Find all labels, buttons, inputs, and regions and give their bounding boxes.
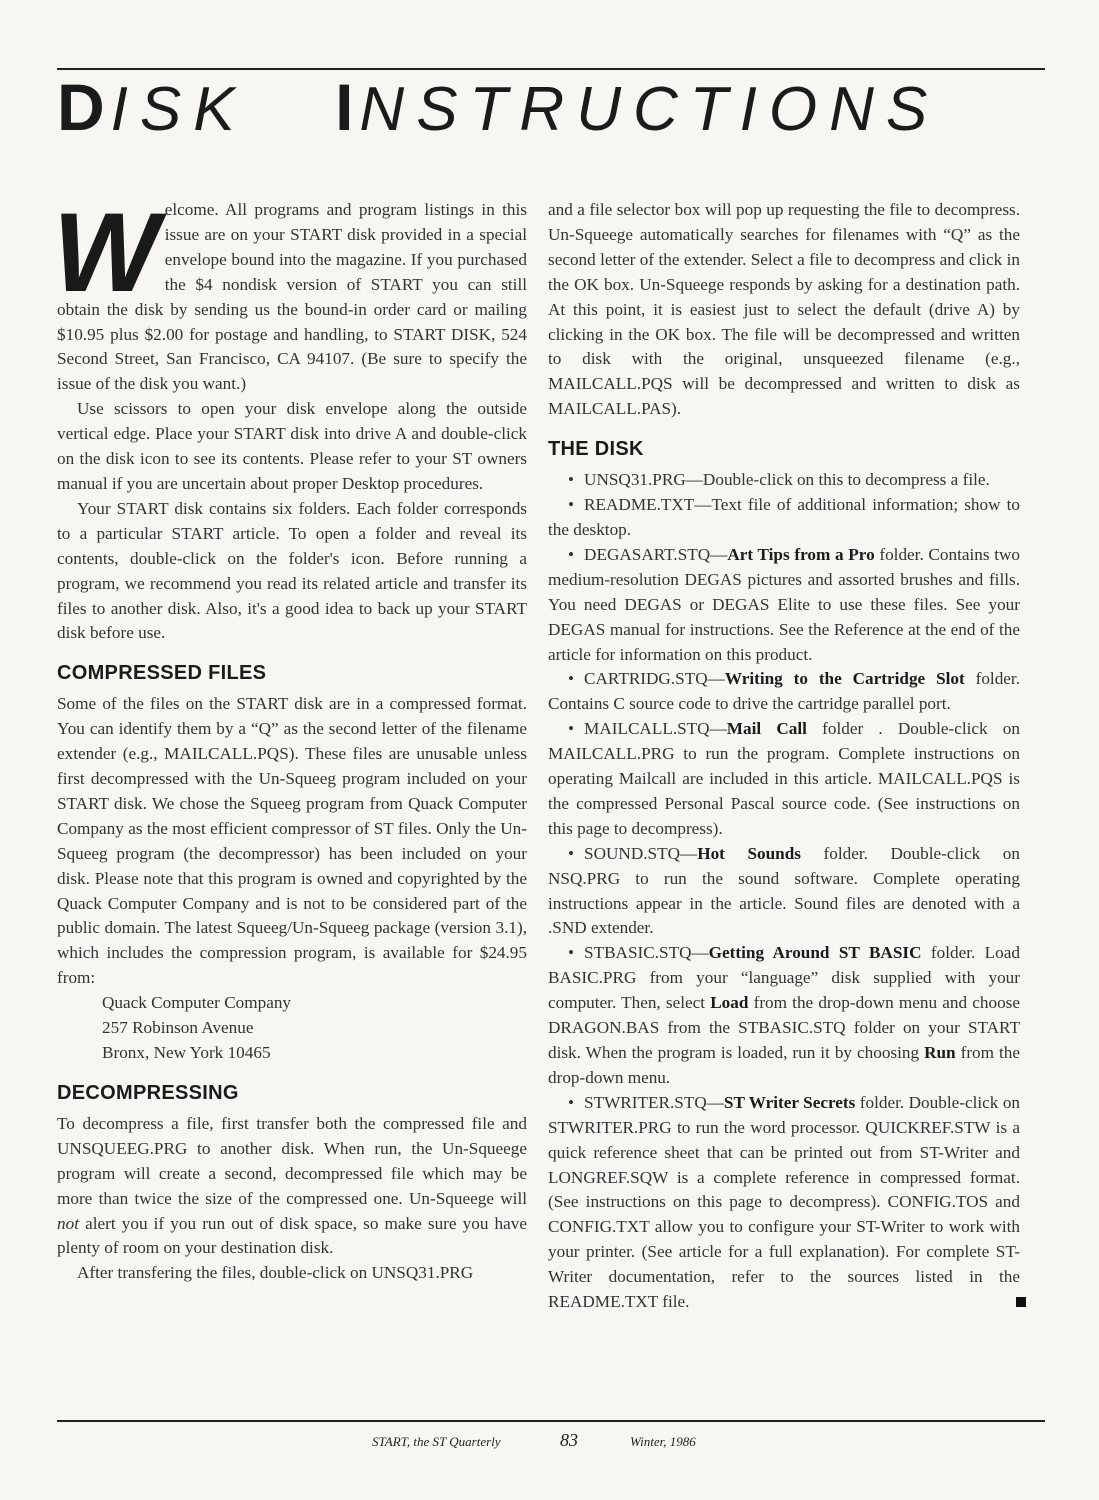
title-initial-i: I	[335, 70, 360, 144]
menu-command-run: Run	[924, 1043, 956, 1062]
page-footer	[0, 1430, 1099, 1454]
list-item-article: Art Tips from a Pro	[727, 544, 875, 564]
list-item-text: folder. Contains two medium-resolution DEGAS pictures and assorted brushes and fills. You need DEGAS or DEGAS Elite to use these files. See your DEGAS manual for instructions. See the Reference at the end of the article for information on this product.	[548, 544, 1020, 664]
bullet-icon: •	[568, 943, 575, 963]
footer-issue: Winter, 1986	[630, 1434, 696, 1449]
decompress-paragraph-2: After transfering the files, double-click on UNSQ31.PRG	[77, 1263, 474, 1283]
address-line-3: Bronx, New York 10465	[102, 1043, 271, 1062]
intro-paragraph	[53, 190, 527, 397]
title-word-isk: ISK	[110, 75, 247, 144]
list-item-file: CARTRIDG.STQ—	[584, 669, 725, 689]
list-item-file: STWRITER.STQ—	[584, 1092, 724, 1112]
list-item-file: SOUND.STQ—	[584, 843, 698, 863]
list-item-text: folder. Double-click on NSQ.PRG to run the sound software. Complete operating instructions appear in the article. Sound files are denoted with a .SND extender.	[548, 843, 1020, 938]
list-item-file: STBASIC.STQ—	[584, 943, 709, 963]
right-column	[548, 198, 1020, 1315]
list-item-article: Mail Call	[726, 719, 807, 739]
list-item	[548, 543, 1020, 668]
bullet-icon: •	[568, 470, 575, 490]
list-item-file: DEGASART.STQ—	[584, 544, 728, 564]
bullet-icon: •	[568, 843, 575, 863]
footer-page-number: 83	[560, 1430, 578, 1450]
envelope-paragraph: Use scissors to open your disk envelope along the outside vertical edge. Place your START disk into drive A and double-click on the disk icon to see its contents. Please refer to your ST owners manual if you are uncertain about proper Desktop procedures.	[57, 399, 527, 493]
list-item	[548, 468, 1020, 493]
heading-compressed-files: COMPRESSED FILES	[57, 662, 267, 685]
bullet-icon: •	[568, 669, 575, 689]
bullet-icon: •	[568, 495, 575, 515]
intro-text: elcome. All programs and program listings in this issue are on your START disk provided in a special envelope bound into the magazine. If you purchased the $4 nondisk version of START you can still obtain the disk by sending us the bound-in order card or mailing $10.95 plus $2.00 for postage and handling, to START DISK, 524 Second Street, San Francisco, CA 94107. (Be sure to specify the issue of the disk you want.)	[57, 200, 527, 394]
heading-the-disk: THE DISK	[548, 438, 644, 461]
end-of-article-icon	[1016, 1297, 1026, 1307]
heading-decompressing: DECOMPRESSING	[57, 1081, 239, 1104]
list-item-text: from the drop-down menu.	[548, 1043, 1020, 1087]
bullet-icon: •	[568, 719, 575, 739]
footer-publication: START, the ST Quarterly	[372, 1434, 501, 1449]
list-item	[548, 842, 1020, 942]
list-item-text: from the drop-down menu and choose DRAGON.BAS from the STBASIC.STQ folder on your START disk. When the program is loaded, run it by choosing	[548, 993, 1021, 1062]
list-item-article: Getting Around ST BASIC	[708, 943, 922, 963]
decompress-paragraph-1	[57, 1112, 527, 1261]
list-item-text: folder. Load BASIC.PRG from your “language” disk supplied with your computer. Then, select	[548, 943, 1020, 1013]
decomp-emphasis-not: not	[57, 1213, 79, 1233]
address-line-1: Quack Computer Company	[102, 993, 292, 1013]
title-word-nstructions: NSTRUCTIONS	[359, 75, 940, 144]
list-item-article: Writing to the Cartridge Slot	[724, 669, 965, 689]
bullet-icon: •	[568, 544, 575, 564]
compressed-paragraph: Some of the files on the START disk are in a compressed format. You can identify them by a “Q” as the second letter of the filename extender (e.g., MAILCALL.PQS). These files are unusable unless first decompressed with the Un-Squeeg program included on your START disk. We chose the Squeeg program from Quack Computer Company as the most efficient compressor of ST files. Only the Un-Squeeg program (the decompressor) has been included on your disk. Please note that this program is owned and copyrighted by the Quack Computer Company and is not to be considered part of the public domain. The latest Squeeg/Un-Squeeg package (version 3.1), which includes the compression program, is available for $24.95 from:	[57, 694, 527, 988]
list-item-text: folder . Double-click on MAILCALL.PRG to run the program. Complete instructions on operating Mailcall are included in this article. MAILCALL.PQS is the compressed Personal Pascal source code. (See instructions on this page to decompress).	[548, 719, 1020, 838]
list-item-article: Hot Sounds	[697, 843, 801, 863]
decomp-text-a: To decompress a file, first transfer both the compressed file and UNSQUEEG.PRG to another disk. When run, the Un-Squeege program will create a second, decompressed file which may be more than twice the size of the compressed one. Un-Squeege will	[57, 1113, 527, 1208]
left-column	[53, 190, 527, 1286]
list-item-text: folder. Double-click on STWRITER.PRG to run the word processor. QUICKREF.STW is a quick reference sheet that can be printed out from ST-Writer and LONGREF.SQW is a complete reference in compressed format. (See instructions on this page to decompress). CONFIG.TOS and CONFIG.TXT allow you to configure your ST-Writer to work with your printer. (See article for a full explanation). For complete ST-Writer documentation, refer to the sources listed in the README.TXT file.	[548, 1092, 1021, 1312]
vendor-address	[102, 991, 527, 1066]
list-item-text: folder. Contains C source code to drive the cartridge parallel port.	[548, 669, 1020, 714]
list-item	[548, 717, 1020, 842]
menu-command-load: Load	[710, 993, 749, 1013]
bullet-icon: •	[568, 1092, 575, 1112]
list-item	[548, 667, 1020, 717]
folders-paragraph: Your START disk contains six folders. Each folder corresponds to a particular START article. To open a folder and reveal its contents, double-click on the folder's icon. Before running a program, we recommend you read its related article and transfer its files to another disk. Also, it's a good idea to back up your START disk before use.	[57, 498, 527, 643]
address-line-2: 257 Robinson Avenue	[102, 1018, 254, 1038]
list-item	[548, 493, 1020, 543]
list-item	[548, 1091, 1020, 1315]
list-item-article: ST Writer Secrets	[723, 1092, 856, 1112]
list-item	[548, 941, 1020, 1090]
list-item-text: README.TXT—Text file of additional information; show to the desktop.	[548, 495, 1020, 539]
page-title	[57, 72, 1045, 142]
drop-cap: W	[53, 190, 159, 315]
continued-paragraph: and a file selector box will pop up requesting the file to decompress. Un-Squeege automatically searches for filenames with “Q” as the second letter of the extender. Select a file to decompress and click in the OK box. Un-Squeege responds by asking for a destination path. At this point, it is easiest just to select the default (drive A) by clicking in the OK box. The file will be decompressed and written to disk with the original, unsqueezed filename (e.g., MAILCALL.PQS will be decompressed and written to disk as MAILCALL.PAS).	[548, 200, 1020, 419]
top-rule	[57, 68, 1045, 70]
list-item-file: MAILCALL.STQ—	[584, 719, 727, 739]
title-initial-d: D	[57, 70, 111, 144]
bottom-rule	[57, 1420, 1045, 1422]
list-item-text: UNSQ31.PRG—Double-click on this to decompress a file.	[584, 470, 990, 490]
decomp-text-b: alert you if you run out of disk space, so make sure you have plenty of room on your destination disk.	[57, 1213, 527, 1258]
